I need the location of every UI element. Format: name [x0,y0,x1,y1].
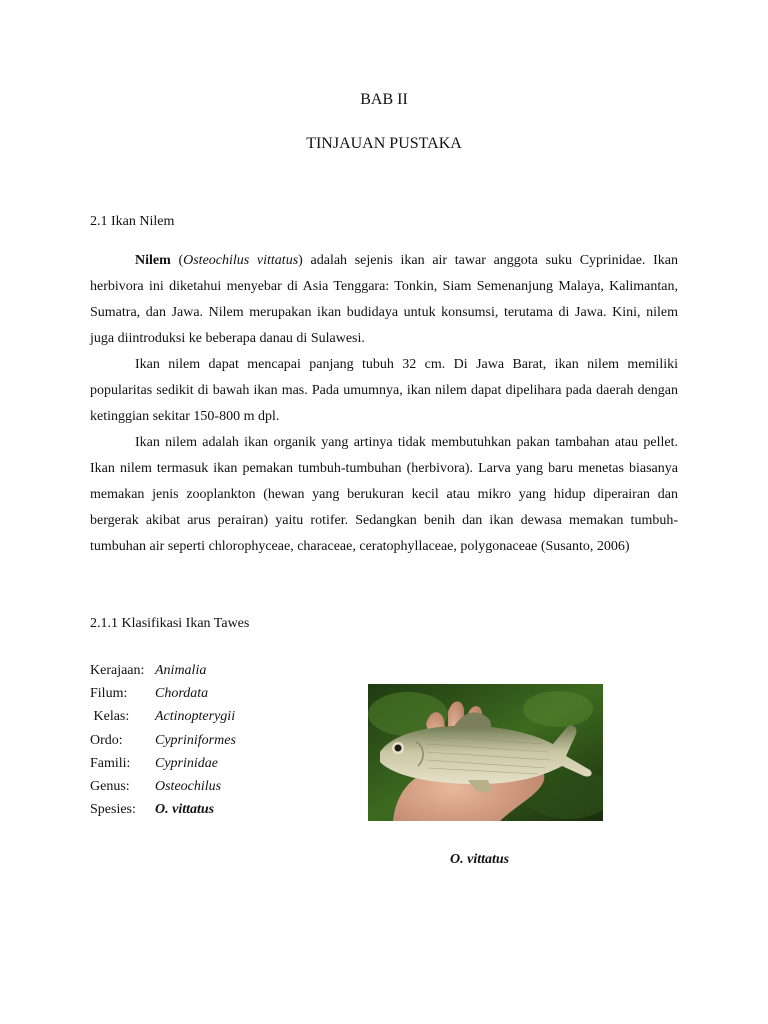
paragraph-3 [90,430,678,560]
paragraph-2 [90,352,678,430]
fish-photo [368,684,603,821]
paragraph-1-rest: ) adalah sejenis ikan air tawar anggota suku Cyprinidae. Ikan herbivora ini diketahui menyebar di Asia Tenggara: Tonkin, Siam Semenanjung Malaya, Kalimantan, Sumatra, dan Jawa. Nilem merupakan ikan budidaya untuk konsumsi, terutama di Jawa. Kini, nilem juga diintroduksi ke beberapa danau di Sulawesi. [90,253,678,346]
taxonomy-label: Genus: [90,778,130,794]
taxonomy-label: Famili: [90,755,131,771]
taxonomy-value: Actinopterygii [155,709,236,725]
taxonomy-row [90,798,236,821]
taxonomy-list [90,659,236,821]
subsection-title: 2.1.1 Klasifikasi Ikan Tawes [90,616,250,631]
chapter-title: TINJAUAN PUSTAKA [306,135,462,152]
taxonomy-label: Spesies: [90,802,136,818]
taxonomy-label: Kelas: [90,709,130,725]
section-title: 2.1 Ikan Nilem [90,214,175,229]
photo-caption: O. vittatus [450,852,510,867]
paragraph-1 [90,248,678,352]
open-paren: ( [170,253,184,268]
taxonomy-label: Kerajaan: [90,663,145,678]
taxonomy-value: Chordata [155,686,209,702]
taxonomy-value: Osteochilus [155,778,222,794]
taxonomy-row [90,705,236,728]
taxonomy-value: O. vittatus [155,802,215,818]
chapter-number: BAB II [360,91,408,108]
taxonomy-row [90,659,236,682]
taxonomy-label: Ordo: [90,732,123,748]
bold-term: Nilem [135,253,171,268]
taxonomy-value: Animalia [155,663,207,678]
taxonomy-row [90,752,236,775]
taxonomy-row [90,775,236,798]
taxonomy-row [90,729,236,752]
taxonomy-value: Cypriniformes [155,732,236,748]
taxonomy-label: Filum: [90,686,128,702]
taxonomy-value: Cyprinidae [155,755,218,771]
taxonomy-row [90,682,236,705]
paragraph-3-text: Ikan nilem adalah ikan organik yang artinya tidak membutuhkan pakan tambahan atau pellet. Ikan nilem termasuk ikan pemakan tumbuh-tumbuhan (herbivora). Larva yang baru menetas biasanya memakan jenis zooplankton (hewan yang berukuran kecil atau mikro yang hidup diperairan dan bergerak akibat arus perairan) yaitu rotifer. Sedangkan benih dan ikan dewasa memakan tumbuh-tumbuhan air seperti chlorophyceae, characeae, ceratophyllaceae, polygonaceae (Susanto, 2006) [90,435,678,554]
scientific-name: Osteochilus vittatus [183,253,299,268]
paragraph-2-text: Ikan nilem dapat mencapai panjang tubuh 32 cm. Di Jawa Barat, ikan nilem memiliki popularitas sedikit di bawah ikan mas. Pada umumnya, ikan nilem dapat dipelihara pada daerah dengan ketinggian sekitar 150-800 m dpl. [90,357,678,424]
